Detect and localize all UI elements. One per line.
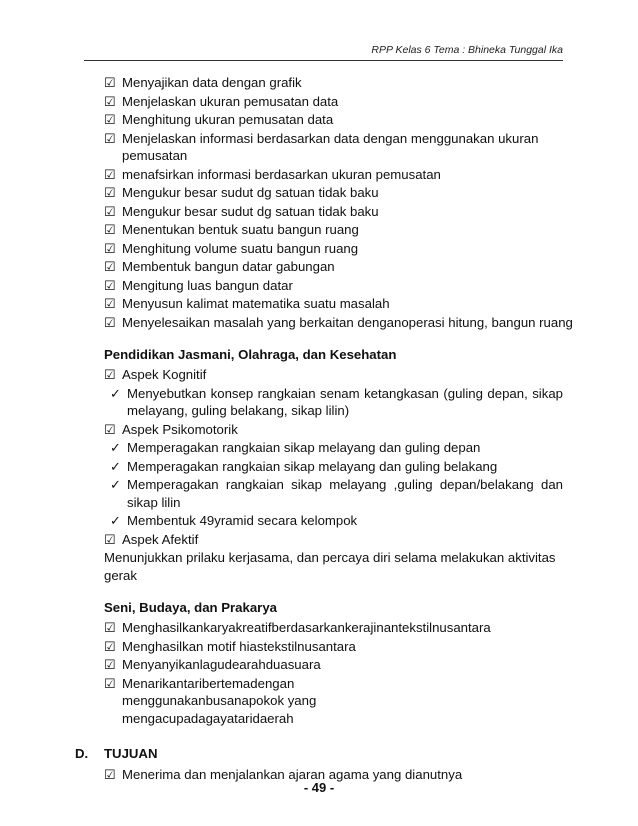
checkmark-icon: ✓ [110,513,121,528]
checkbox-icon: ☑ [104,93,116,109]
afektif-text: Menunjukkan prilaku kerjasama, dan percaya diri selama melakukan aktivitas gerak [104,550,556,583]
checkmark-icon: ✓ [110,440,121,455]
checkbox-icon: ☑ [104,259,116,274]
checkbox-icon: ☑ [104,421,116,437]
list-item: ✓ Memperagakan rangkaian sikap melayang dan guling belakang [110,458,498,474]
checkmark-icon: ✓ [110,385,121,401]
checkbox-icon: ☑ [104,531,116,547]
page-number: - 49 - [303,780,335,795]
aspect-kognitif: ☑ Aspek Kognitif [104,367,207,382]
list-item: ☑ Menerima dan menjalankan ajaran agama yang dianutnya [104,767,463,782]
checkbox-icon: ☑ [104,222,116,237]
checkbox-icon: ☑ [104,675,116,691]
list-item: ☑ Mengukur besar sudut dg satuan tidak baku [104,185,379,200]
checkbox-icon: ☑ [104,185,116,200]
checkbox-icon: ☑ [104,75,116,90]
pjok-list [0,366,638,584]
checkbox-icon: ☑ [104,166,116,182]
checkbox-icon: ☑ [104,367,116,382]
page-content [0,74,638,785]
list-item: ☑ menafsirkan informasi berdasarkan ukuran pemusatan [104,166,441,182]
list-item: ✓ Menyebutkan konsep rangkaian senam ketangkasan (guling depan, sikap melayang, guling belakang, sikap lilin) [110,385,563,418]
list-item: ☑ Menyusun kalimat matematika suatu masalah [104,296,390,311]
list-item: ✓ Membentuk 49yramid secara kelompok [110,513,358,528]
running-header: RPP Kelas 6 Tema : Bhineka Tunggal Ika [84,44,563,61]
sbdp-list [0,619,638,727]
list-item: ☑ Menghitung volume suatu bangun ruang [104,240,359,256]
aspect-afektif: ☑ Aspek Afektif [104,531,199,547]
checkbox-icon: ☑ [104,240,116,256]
checkmark-icon: ✓ [110,477,121,492]
checkbox-icon: ☑ [104,638,116,654]
checkbox-icon: ☑ [104,203,116,219]
list-item: ☑ Menarikantaribertemadengan menggunakanbusanapokok yang mengacupadagayataridaerah [104,675,317,726]
list-item: ☑ Menyelesaikan masalah yang berkaitan denganoperasi hitung, bangun ruang [104,314,573,330]
section-letter: D. [75,746,89,761]
list-item: ✓ Memperagakan rangkaian sikap melayang ,guling depan/belakang dan sikap lilin [110,477,563,510]
list-item: ☑ Mengitung luas bangun datar [104,277,293,293]
list-item: ☑ Menghasilkankaryakreatifberdasarkankerajinantekstilnusantara [104,620,491,635]
list-item: ☑ Menghitung ukuran pemusatan data [104,112,334,127]
sbdp-heading: Seni, Budaya, dan Prakarya [104,600,277,615]
pjok-heading: Pendidikan Jasmani, Olahraga, dan Kesehatan [104,347,397,362]
checkbox-icon: ☑ [104,112,116,127]
list-item: ✓ Memperagakan rangkaian sikap melayang dan guling depan [110,440,481,455]
list-item: ☑ Menyanyikanlagudearahduasuara [104,657,321,672]
checkbox-icon: ☑ [104,130,116,146]
list-item: ☑ Menentukan bentuk suatu bangun ruang [104,222,359,237]
list-item: ☑ Menjelaskan ukuran pemusatan data [104,93,339,109]
section-d-heading [0,745,638,762]
checkbox-icon: ☑ [104,314,116,330]
list-item: ☑ Menghasilkan motif hiastekstilnusantara [104,638,356,654]
list-item: ☑ Menjelaskan informasi berdasarkan data dengan menggunakan ukuran pemusatan [104,130,539,163]
math-list [0,74,638,331]
checkbox-icon: ☑ [104,277,116,293]
checkbox-icon: ☑ [104,620,116,635]
checkbox-icon: ☑ [104,657,116,672]
list-item: ☑ Membentuk bangun datar gabungan [104,259,335,274]
checkbox-icon: ☑ [104,296,116,311]
checkmark-icon: ✓ [110,458,121,474]
section-title: TUJUAN [104,746,158,761]
list-item: ☑ Mengukur besar sudut dg satuan tidak baku [104,203,379,219]
list-item: ☑ Menyajikan data dengan grafik [104,75,302,90]
checkbox-icon: ☑ [104,767,116,782]
aspect-psikomotorik: ☑ Aspek Psikomotorik [104,421,238,437]
